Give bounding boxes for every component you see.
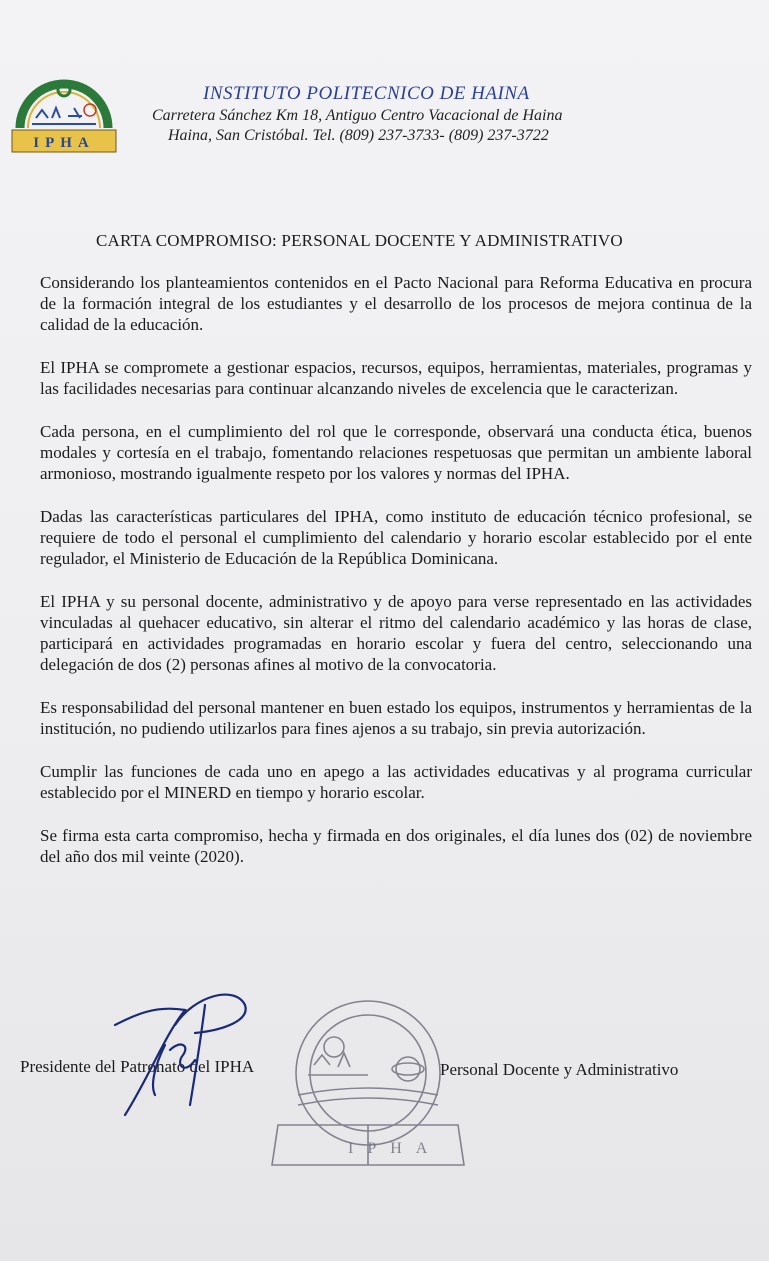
paragraph: Considerando los planteamientos contenidos en el Pacto Nacional para Reforma Educativa en procura de la formación integral de los estudiantes y el desarrollo de los procesos de mejora continua de la calidad de la educación. xyxy=(40,273,752,334)
institution-stamp-icon xyxy=(268,995,468,1175)
institution-city-phone: Haina, San Cristóbal. Tel. (809) 237-3733- (809) 237-3722 xyxy=(168,127,549,144)
paragraph: Es responsabilidad del personal mantener en buen estado los equipos, instrumentos y herramientas de la institución, no pudiendo utilizarlos para fines ajenos a su trabajo, sin previa autorización. xyxy=(40,698,752,738)
paragraph: El IPHA se compromete a gestionar espacios, recursos, equipos, herramientas, materiales, programas y las facilidades necesarias para continuar alcanzando niveles de excelencia que le caracterizan. xyxy=(40,358,752,398)
letterhead xyxy=(8,68,748,163)
svg-text:IPHA: IPHA xyxy=(348,1140,442,1157)
document-body xyxy=(40,272,752,889)
paragraph: Se firma esta carta compromiso, hecha y firmada en dos originales, el día lunes dos (02) de noviembre del año dos mil veinte (2020). xyxy=(40,826,752,866)
institution-address: Carretera Sánchez Km 18, Antiguo Centro Vacacional de Haina xyxy=(152,107,563,124)
paragraph: El IPHA y su personal docente, administrativo y de apoyo para verse representado en las actividades vinculadas al quehacer educativo, sin alterar el ritmo del calendario académico y las horas de clase, participará en actividades programadas en horario escolar y fuera del centro, seleccionando una delegación de dos (2) personas afines al motivo de la convocatoria. xyxy=(40,592,752,674)
institution-name: INSTITUTO POLITECNICO DE HAINA xyxy=(203,83,530,104)
document-title: CARTA COMPROMISO: PERSONAL DOCENTE Y ADMINISTRATIVO xyxy=(96,231,623,250)
svg-text:IPHA: IPHA xyxy=(33,135,95,151)
president-signature-icon xyxy=(95,985,270,1120)
paragraph: Cumplir las funciones de cada uno en apego a las actividades educativas y al programa curricular establecido por el MINERD en tiempo y horario escolar. xyxy=(40,762,752,802)
ipha-logo-icon xyxy=(8,68,120,158)
paragraph: Cada persona, en el cumplimiento del rol que le corresponde, observará una conducta ética, buenos modales y cortesía en el trabajo, fomentando relaciones respetuosas que permitan un ambiente laboral armonioso, mostrando igualmente respeto por los valores y normas del IPHA. xyxy=(40,422,752,483)
signature-label-staff: Personal Docente y Administrativo xyxy=(440,1060,679,1079)
paragraph: Dadas las características particulares del IPHA, como instituto de educación técnico profesional, se requiere de todo el personal el cumplimiento del calendario y horario escolar establecido por el ente regulador, el Ministerio de Educación de la República Dominicana. xyxy=(40,507,752,568)
signature-label-president: Presidente del Patronato del IPHA xyxy=(20,1057,255,1076)
